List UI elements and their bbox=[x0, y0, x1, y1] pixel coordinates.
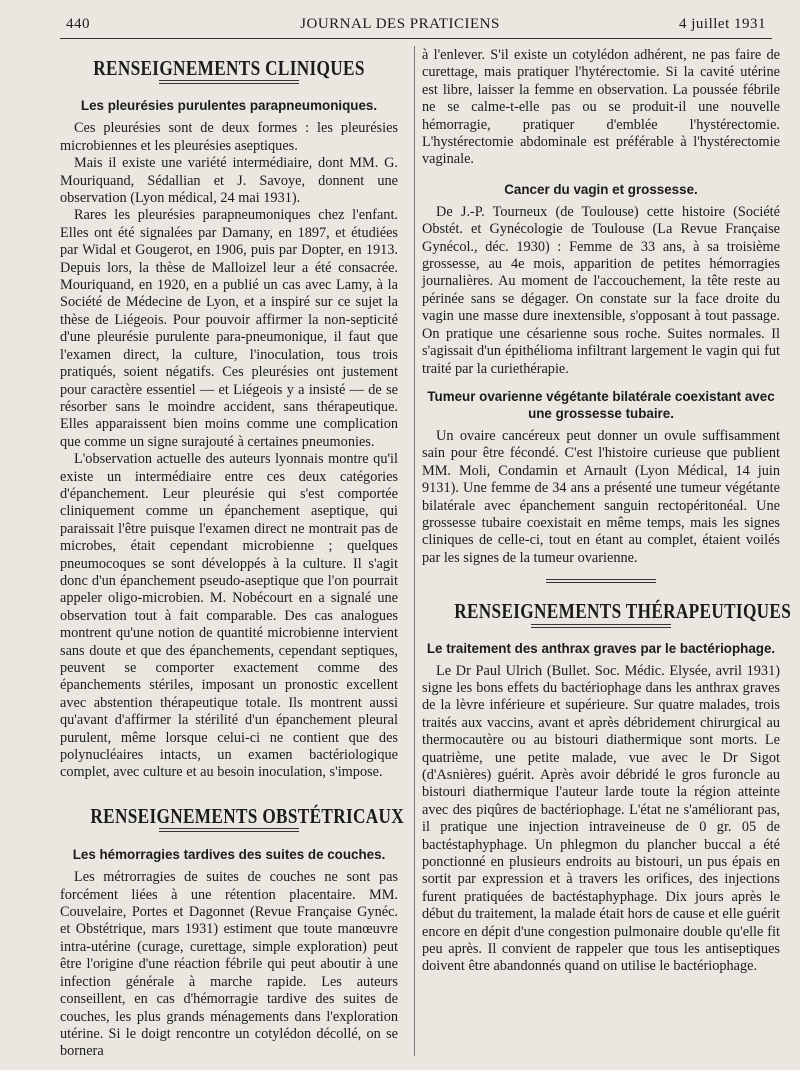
article-paragraph-continued: à l'enlever. S'il existe un cotylédon adhérent, ne pas faire de curettage, mais pratiquer l'hytérectomie. Si la cavité utérine est libre, laisser la femme en observation. La poussée fébrile ne se calme-t-elle pas ou se produit-il une nouvelle hémorragie, pratiquer d'emblée l'hystérectomie. L'hystérectomie abdominale est préférable à l'hystérectomie vaginale. bbox=[422, 47, 780, 168]
article-title-hemorragies: Les hémorragies tardives des suites de couches. bbox=[72, 847, 386, 863]
article-paragraph: Les métrorragies de suites de couches ne sont pas forcément liées à une rétention placentaire. MM. Couvelaire, Portes et Dagonnet (Revue Française Gynéc. et Obstétrique, mars 1931) estiment que toute manœuvre intra-utérine (curage, curettage, simple exploration) peut être l'origine d'une réaction fébrile qui peut aboutir à une infection générale à marche rapide. Les auteurs conseillent, en cas d'hémorragie tardive des suites de couches, les plus grands ménagements dans l'exploration utérine. Si le doigt rencontre un cotylédon décollé, on se bornera bbox=[60, 869, 398, 1060]
section-title-therapeutiques: RENSEIGNEMENTS THÉRAPEUTIQUES bbox=[454, 599, 792, 624]
section-title-obstetricaux: RENSEIGNEMENTS OBSTÉTRICAUX bbox=[90, 803, 405, 828]
article-title-pleuresies: Les pleurésies purulentes parapneumoniques. bbox=[80, 98, 378, 114]
article-paragraph: De J.-P. Tourneux (de Toulouse) cette histoire (Société Obstét. et Gynécologie de Toulouse (La Revue Française Gynécol., déc. 1930) : Femme de 33 ans, à sa troisième grossesse, au 4e mois, apparition de petites hémorragies journalières. Au moment de l'accouchement, la tête reste au périnée sans se dégager. On constate sur la face droite du vagin une masse dure inextensible, s'opposant à tout passage. On pratique une césarienne sous roche. Suites normales. Il s'agissait d'un épithélioma infiltrant largement le vagin qui fut traité par la curiethérapie. bbox=[422, 203, 780, 377]
article-paragraph: Rares les pleurésies parapneumoniques chez l'enfant. Elles ont été signalées par Damany, en 1897, et étudiées par Widal et Gougerot, en 1906, puis par Dopter, en 1913. Depuis lors, la thèse de Malloizel leur a été consacrée. Mouriquand, en 1920, en a publié un cas avec Lamy, à la Société de Médecine de Lyon, et a inspiré sur ce sujet la thèse de Liégeois. Pour pouvoir affirmer la non-septicité d'une pleurésie purulente para-pneumonique, il faut que l'examen direct, la culture, l'inoculation, tous trois pratiqués, soient négatifs. Ces pleurésies ont justement pour caractère essentiel — et Liégeois y a insisté — de se résorber sans le moindre accident, sans thérapeutique. Elles apparaissent bien moins comme une complication que comme un signe surajouté à certaines pneumonies. bbox=[60, 207, 398, 450]
article-paragraph: Un ovaire cancéreux peut donner un ovule suffisamment sain pour être fécondé. C'est l'histoire curieuse que publient MM. Moli, Condamin et Arnault (Lyon Médical, 14 juin 9131). Une femme de 34 ans a présenté une tumeur végétante bilatérale avec épanchement sanguin rectopéritonéal. Une grossesse tubaire coexistait en même temps, mais les signes cliniques de celle-ci, tout en étant au complet, étaient voilés par les signes de la tumeur ovarienne. bbox=[422, 427, 780, 566]
column-divider bbox=[414, 46, 415, 1056]
article-title-cancer: Cancer du vagin et grossesse. bbox=[504, 181, 698, 197]
section-title-cliniques: RENSEIGNEMENTS CLINIQUES bbox=[93, 56, 365, 80]
article-paragraph: L'observation actuelle des auteurs lyonnais montre qu'il existe un intermédiaire entre ces deux catégories d'épanchement. Leur pleurésie qui s'est comportée cliniquement comme un épanchement aseptique, qui paraissait l'être puisque l'examen direct ne montrait pas de microbes, était cependant microbienne ; quelques pneumocoques se sont développés à la culture. Il s'agit donc d'un épanchement pseudo-aseptique que l'on pourrait appeler oligo-microbien. M. Nobécourt en a signalé une observation tout à fait comparable. Des cas analogues montrent qu'une notion de quantité microbienne intervient sans doute et que des épanchements, cependant septiques, peuvent se comporter exactement comme des épanchements stériles, imposant un pronostic excellent avec abstention thérapeutique totale. Ils montrent aussi qu'avant d'affirmer la stérilité d'un épanchement pleural purulent, même lorsque celui-ci ne contient que des polynucléaires intacts, un examen bactériologique complet, avec culture et au besoin inoculation, s'impose. bbox=[60, 451, 398, 781]
article-paragraph: Mais il existe une variété intermédiaire, dont MM. G. Mouriquand, Sédallian et J. Savoye, donnent une observation (Lyon médical, 24 mai 1931). bbox=[60, 155, 398, 207]
header-rule bbox=[60, 38, 772, 39]
page-header bbox=[0, 14, 800, 36]
left-column bbox=[60, 50, 405, 1061]
right-column bbox=[422, 47, 792, 976]
article-paragraph: Le Dr Paul Ulrich (Bullet. Soc. Médic. Elysée, avril 1931) signe les bons effets du bactériophage dans les anthrax graves de la lèvre inférieure et supérieure. Sur quatre malades, trois traités aux vaccins, avant et après débridement chirurgical au thermocautère ou au bistouri diathermique sont morts. Le quatrième, une petite malade, vue avec le Dr Sigot (d'Asnières) guérit. Après avoir débridé le gros furoncle au bistouri diathermique l'auteur larde toute la région atteinte avec des piqûres de bactériophage. L'état ne s'améliorant pas, il pratique une injection intraveineuse de 0 gr. 05 de bactéstaphyphage. Un phlegmon du plancher buccal a été ponctionné en plusieurs endroits au bistouri, un pus épais en sortit par expression et à travers les orifices, des injections furent pratiquées de bactéstaphyphage. Dix jours après le début du traitement, la malade était hors de cause et elle guérit encore en dépit d'une congestion pulmonaire double qu'elle fit peu après. Il convient de rappeler que tous les antiseptiques doivent être abandonnés quand on utilise le bactériophage. bbox=[422, 662, 780, 975]
journal-title: JOURNAL DES PRATICIENS bbox=[300, 16, 500, 32]
article-paragraph: Ces pleurésies sont de deux formes : les pleurésies microbiennes et les pleurésies aseptiques. bbox=[60, 120, 398, 154]
article-title-tumeur: Tumeur ovarienne végétante bilatérale coexistant avec une grossesse tubaire. bbox=[427, 388, 775, 421]
article-title-anthrax: Le traitement des anthrax graves par le bactériophage. bbox=[426, 640, 776, 656]
issue-date: 4 juillet 1931 bbox=[679, 16, 766, 32]
page-number: 440 bbox=[66, 16, 90, 32]
